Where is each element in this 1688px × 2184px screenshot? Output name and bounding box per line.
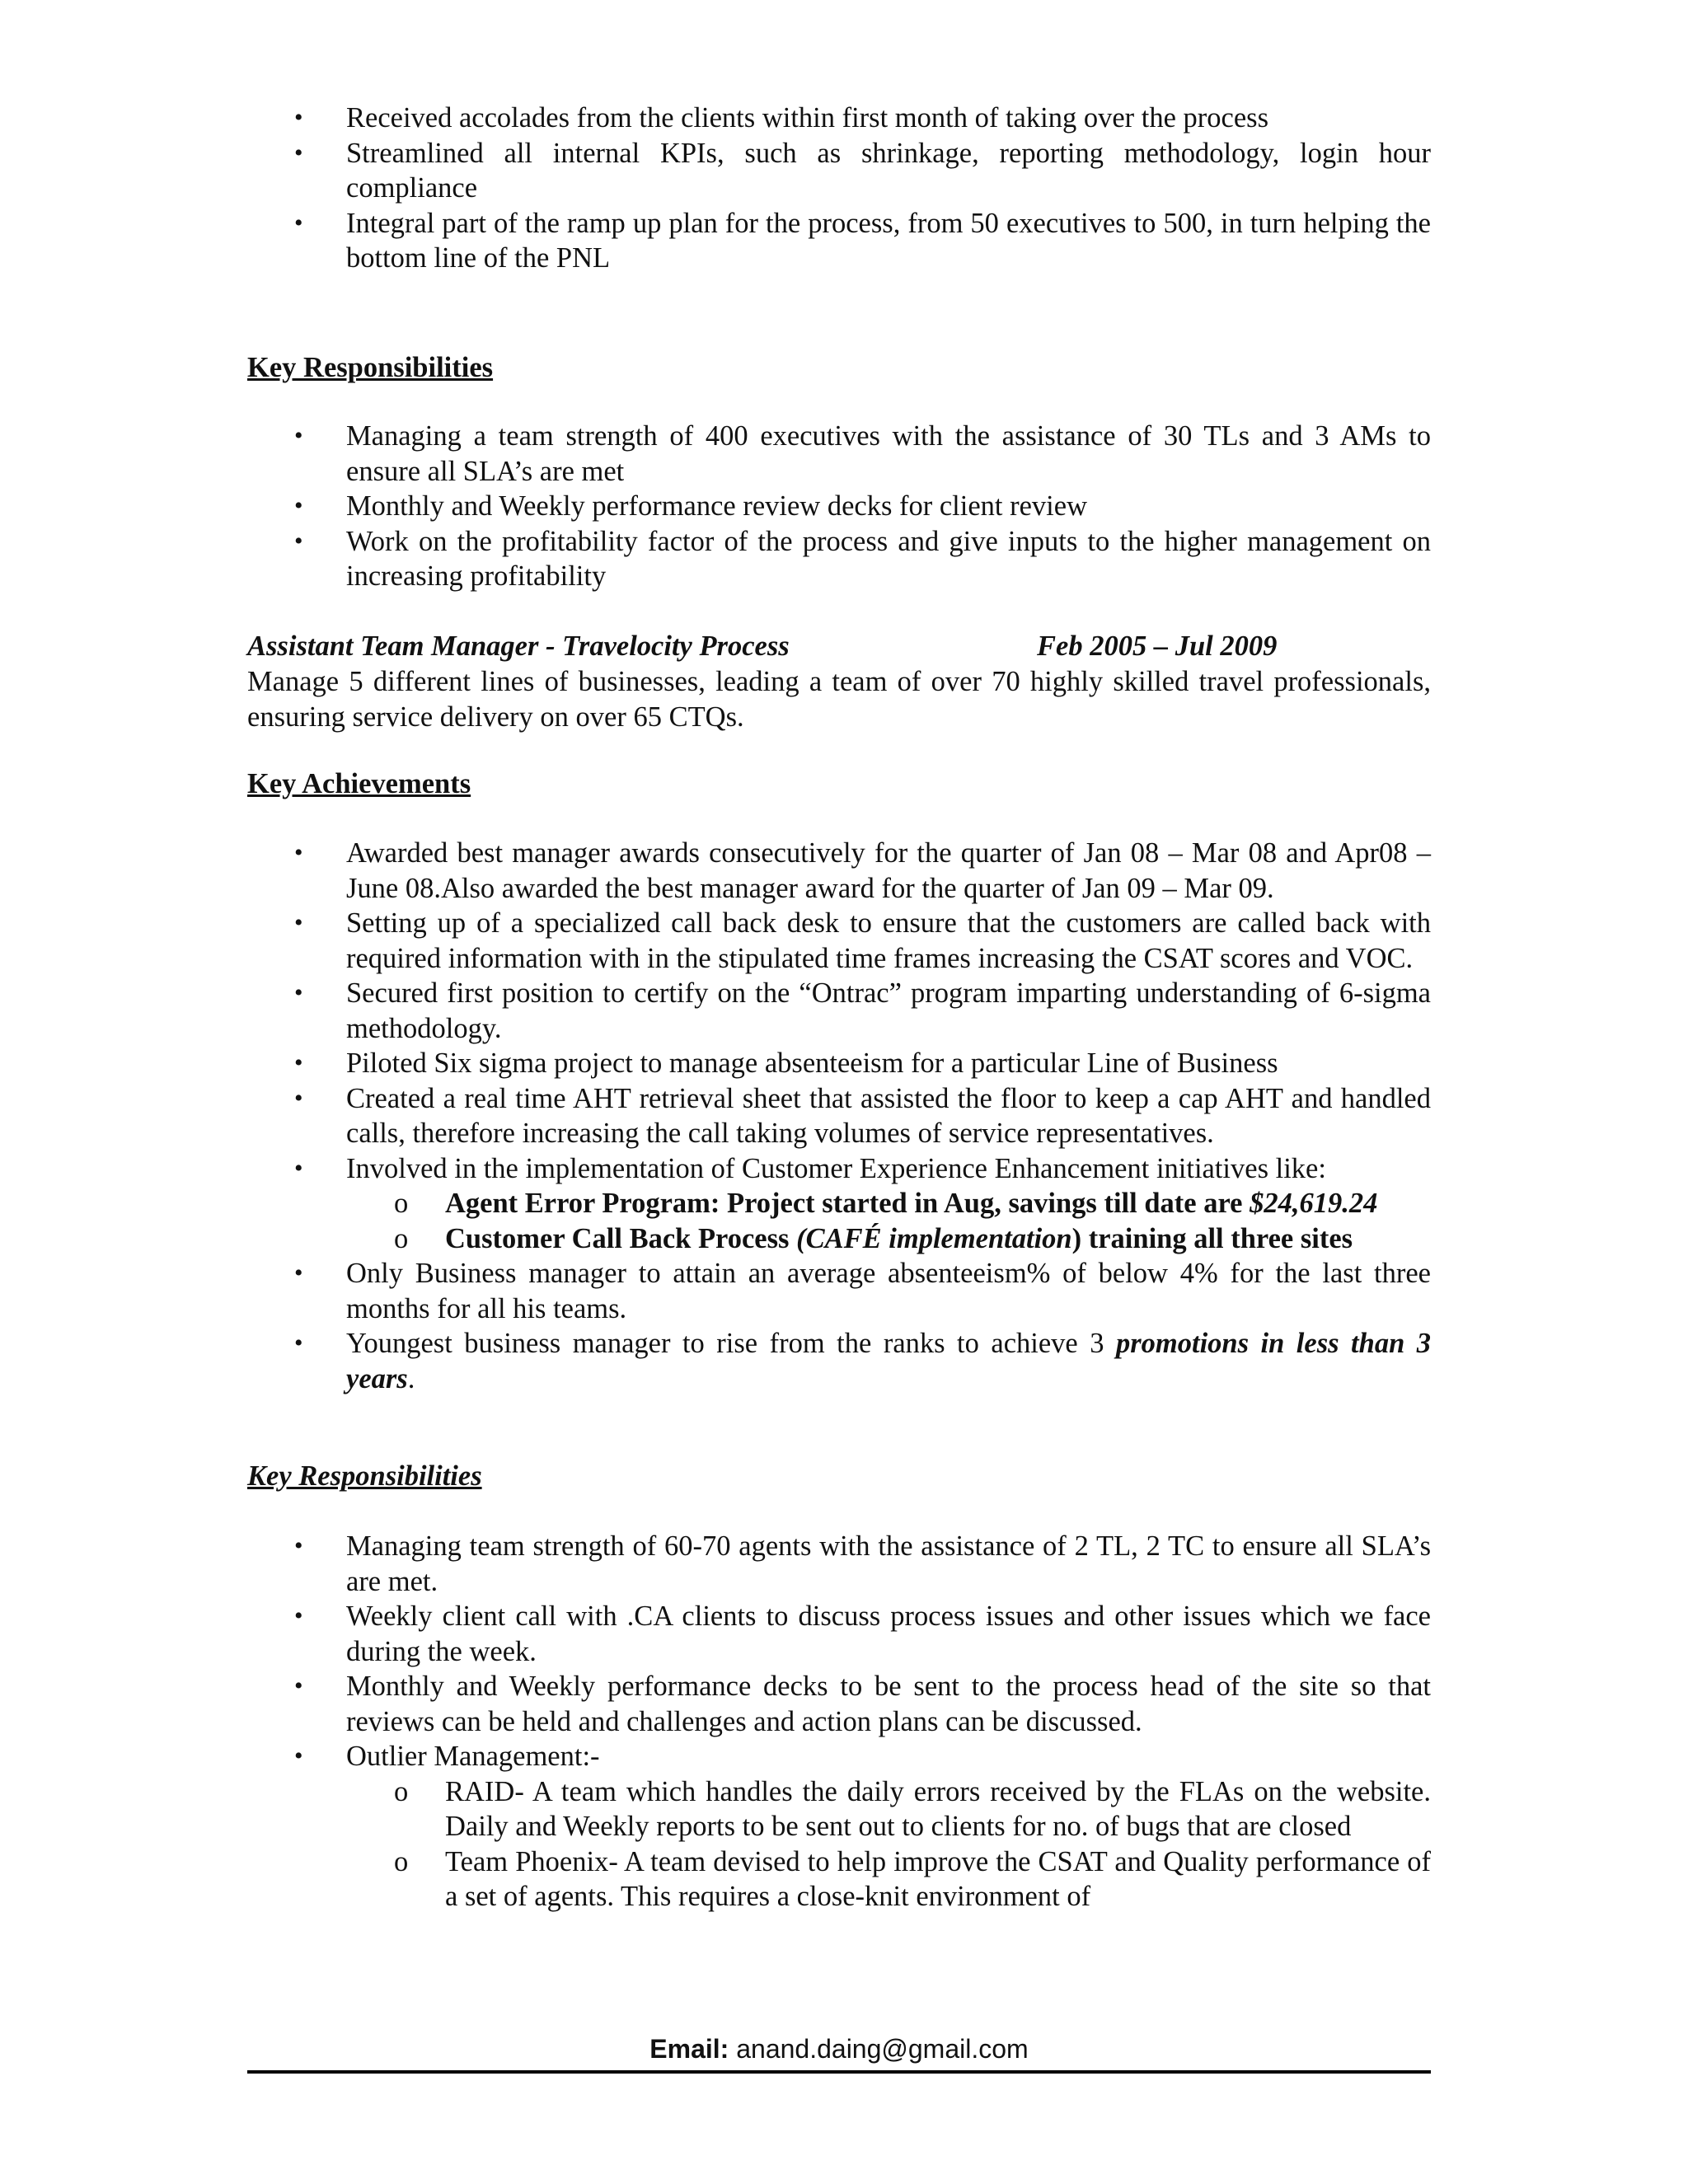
circle-bullet-icon: o [394, 1845, 409, 1877]
list-item: • Setting up of a specialized call back desk to ensure that the customers are called back with required information with in the stipulated time frames increasing the CSAT scores and VOC. [294, 907, 1431, 974]
list-item: • Involved in the implementation of Customer Experience Enhancement initiatives like: o Agent Error Program: Project started in Aug, savings till date are $24,619.24 o Customer Call Back Process (CAFÉ implementation) training all three sites [247, 1151, 1431, 1257]
section-heading: Key Achievements [247, 768, 471, 799]
bullet-icon: • [294, 527, 303, 555]
circle-bullet-icon: o [394, 1188, 409, 1219]
role-dates: Feb 2005 – Jul 2009 [1037, 630, 1278, 662]
bullet-icon: • [294, 1049, 303, 1076]
bullet-icon: • [294, 104, 303, 131]
bullet-icon: • [294, 1742, 303, 1769]
email-address[interactable]: anand.daing@gmail.com [736, 2034, 1029, 2064]
responsibilities-list [247, 1529, 1431, 1915]
achievements-list [247, 836, 1431, 1396]
sub-list-item: o Agent Error Program: Project started in Aug, savings till date are $24,619.24 [247, 1186, 1431, 1221]
bullet-icon: • [294, 909, 303, 936]
role-title-line [247, 629, 1431, 664]
bullet-icon: • [294, 1259, 303, 1286]
list-item: • Monthly and Weekly performance review decks for client review [247, 489, 1431, 524]
bullet-icon: • [294, 1532, 303, 1559]
bullet-icon: • [294, 138, 303, 166]
list-item: • Work on the profitability factor of the process and give inputs to the higher management on increasing profitability [294, 525, 1431, 592]
bullet-icon: • [294, 209, 303, 237]
sub-list-item: o RAID- A team which handles the daily errors received by the FLAs on the website. Daily and Weekly reports to be sent out to clients for no. of bugs that are closed [394, 1775, 1431, 1842]
bullet-icon: • [294, 1154, 303, 1182]
bullet-icon: • [294, 492, 303, 519]
email-label: Email: [649, 2034, 729, 2064]
list-item: • Secured first position to certify on the “Ontrac” program imparting understanding of 6-sigma methodology. [294, 977, 1431, 1044]
sub-list [346, 1186, 1431, 1256]
bullet-icon: • [294, 839, 303, 866]
bullet-icon: • [294, 422, 303, 449]
bullet-icon: • [294, 1329, 303, 1357]
bullet-icon: • [294, 1084, 303, 1112]
list-item: • Awarded best manager awards consecutively for the quarter of Jan 08 – Mar 08 and Apr08 – June 08.Also awarded the best manager award for the quarter of Jan 09 – Mar 09. [294, 837, 1431, 904]
list-item: • Piloted Six sigma project to manage absenteeism for a particular Line of Business [247, 1046, 1431, 1081]
list-item: • Only Business manager to attain an average absenteeism% of below 4% for the last three months for all his teams. [294, 1258, 1431, 1324]
list-item: • Outlier Management:- o RAID- A team which handles the daily errors received by the FLAs on the website. Daily and Weekly reports to be sent out to clients for no. of bugs that are closed o Team Phoenix- A team devised to help improve the CSAT and Quality performance of a set of agents. This requires a close-knit environment of [247, 1739, 1431, 1915]
sub-list [346, 1774, 1431, 1915]
role-summary: Manage 5 different lines of businesses, leading a team of over 70 highly skilled travel professionals, ensuring service delivery on over 65 CTQs. [247, 666, 1431, 733]
list-item: • Integral part of the ramp up plan for the process, from 50 executives to 500, in turn helping the bottom line of the PNL [294, 207, 1431, 274]
footer-divider [247, 2070, 1431, 2074]
responsibilities-list [247, 419, 1431, 594]
list-item: • Weekly client call with .CA clients to discuss process issues and other issues which we face during the week. [294, 1601, 1431, 1667]
list-item: • Received accolades from the clients within first month of taking over the process [247, 101, 1431, 136]
page-footer [247, 2034, 1431, 2064]
section-heading: Key Responsibilities [247, 1460, 482, 1492]
top-bullet-list [247, 101, 1431, 276]
section-heading: Key Responsibilities [247, 352, 494, 383]
circle-bullet-icon: o [394, 1222, 409, 1254]
list-item: • Monthly and Weekly performance decks to be sent to the process head of the site so that reviews can be held and challenges and action plans can be discussed. [294, 1671, 1431, 1737]
list-item: • Managing a team strength of 400 executives with the assistance of 30 TLs and 3 AMs to ensure all SLA’s are met [294, 420, 1431, 487]
list-item: • Managing team strength of 60-70 agents with the assistance of 2 TL, 2 TC to ensure all SLA’s are met. [294, 1530, 1431, 1597]
circle-bullet-icon: o [394, 1775, 409, 1807]
bullet-icon: • [294, 979, 303, 1006]
sub-list-item: o Team Phoenix- A team devised to help improve the CSAT and Quality performance of a set of agents. This requires a close-knit environment of [394, 1845, 1431, 1912]
bullet-icon: • [294, 1602, 303, 1629]
sub-list-item: o Customer Call Back Process (CAFÉ implementation) training all three sites [247, 1221, 1431, 1257]
list-item: • Streamlined all internal KPIs, such as shrinkage, reporting methodology, login hour compliance [294, 137, 1431, 204]
role-title: Assistant Team Manager - Travelocity Process [247, 630, 790, 662]
list-item: • Youngest business manager to rise from the ranks to achieve 3 promotions in less than 3 years. [294, 1328, 1432, 1394]
list-item: • Created a real time AHT retrieval sheet that assisted the floor to keep a cap AHT and handled calls, therefore increasing the call taking volumes of service representatives. [294, 1082, 1431, 1149]
bullet-icon: • [294, 1672, 303, 1699]
